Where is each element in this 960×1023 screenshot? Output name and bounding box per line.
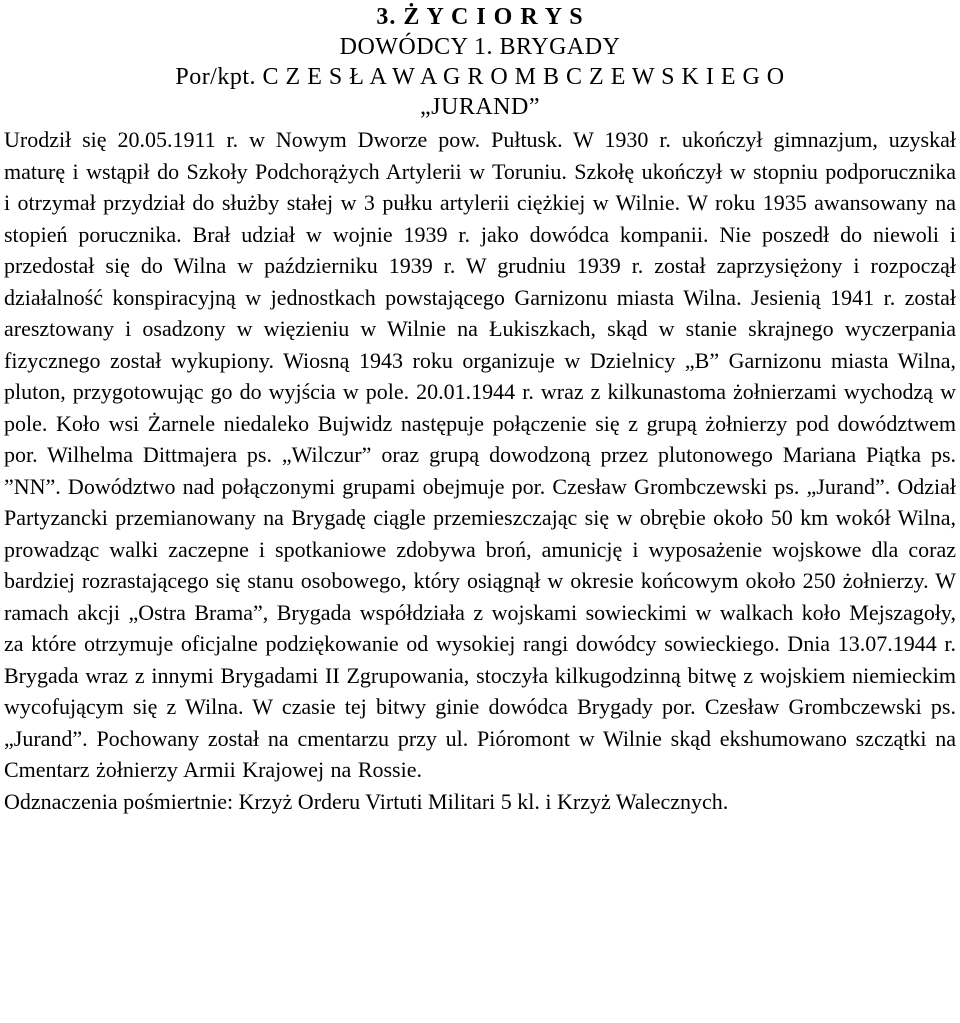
- biography-paragraph: [4, 124, 956, 786]
- biography-text: Urodził się 20.05.1911 r. w Nowym Dworze pow. Pułtusk. W 1930 r. ukończył gimnazjum, uzyskał maturę i wstąpił do Szkoły Podchorążych Artylerii w Toruniu. Szkołę ukończył w stopniu podporucznika i otrzymał przydział do służby stałej w 3 pułku artylerii ciężkiej w Wilnie. W roku 1935 awansowany na stopień porucznika. Brał udział w wojnie 1939 r. jako dowódca kompanii. Nie poszedł do niewoli i przedostał się do Wilna w październiku 1939 r. W grudniu 1939 r. został zaprzysiężony i rozpoczął działalność konspiracyjną w jednostkach powstającego Garnizonu miasta Wilna. Jesienią 1941 r. został aresztowany i osadzony w więzieniu w Wilnie na Łukiszkach, skąd w stanie skrajnego wyczerpania fizycznego został wykupiony. Wiosną 1943 roku organizuje w Dzielnicy „B” Garnizonu miasta Wilna, pluton, przygotowując go do wyjścia w pole. 20.01.1944 r. wraz z kilkunastoma żołnierzami wychodzą w pole. Koło wsi Żarnele niedaleko Bujwidz następuje połączenie się z grupą żołnierzy pod dowództwem por. Wilhelma Dittmajera ps. „Wilczur” oraz grupą dowodzoną przez plutonowego Mariana Piątka ps. ”NN”. Dowództwo nad połączonymi grupami obejmuje por. Czesław Grombczewski ps. „Jurand”. Odział Partyzancki przemianowany na Brygadę ciągle przemieszczając się w obrębie około 50 km wokół Wilna, prowadząc walki zaczepne i spotkaniowe zdobywa broń, amunicję i wyposażenie wojskowe dla coraz bardziej rozrastającego się stanu osobowego, który osiągnął w okresie końcowym około 250 żołnierzy. W ramach akcji „Ostra Brama”, Brygada współdziała z wojskami sowieckimi w walkach koło Mejszagoły, za które otrzymuje oficjalne podziękowanie od wysokiej rangi dowódcy sowieckiego. Dnia 13.07.1944 r. Brygada wraz z innymi Brygadami II Zgrupowania, stoczyła kilkugodzinną bitwę z wojskiem niemieckim wycofującym się z Wilna. W czasie tej bitwy ginie dowódca Brygady por. Czesław Grombczewski ps. „Jurand”. Pochowany został na cmentarzu przy ul. Pióromont w Wilnie skąd ekshumowano szczątki na Cmentarz żołnierzy Armii Krajowej na Rossie.: [4, 127, 956, 782]
- commander-pseudonym: „JURAND”: [420, 94, 540, 120]
- document-page: [0, 2, 960, 1023]
- commander-name: Por/kpt. C Z E S Ł A W A G R O M B C Z E W S K I E G O: [175, 64, 785, 90]
- document-heading: [4, 2, 956, 122]
- chapter-title: 3. Ż Y C I O R Y S: [376, 4, 584, 30]
- awards-line: Odznaczenia pośmiertnie: Krzyż Orderu Virtuti Militari 5 kl. i Krzyż Walecznych.: [4, 788, 729, 814]
- unit-title: DOWÓDCY 1. BRYGADY: [339, 34, 621, 60]
